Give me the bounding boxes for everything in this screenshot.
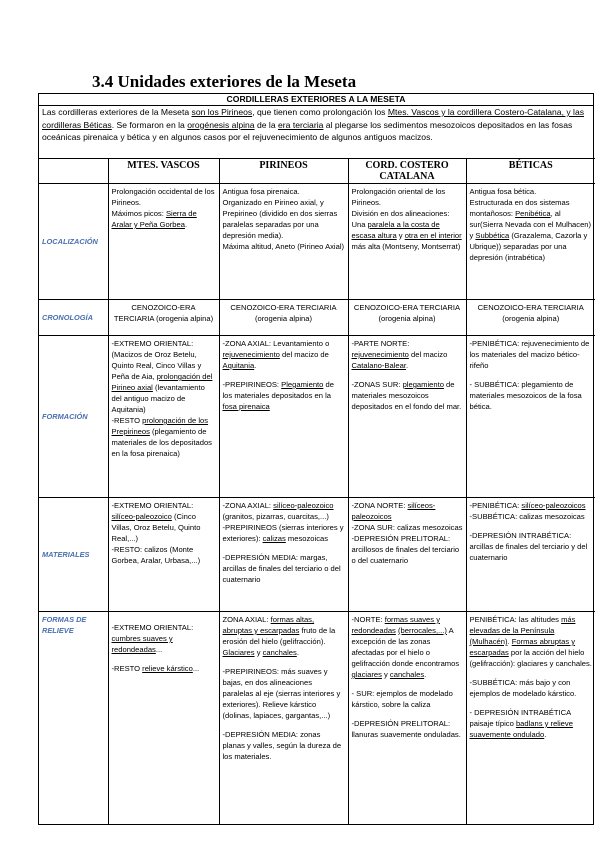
underlined-text: badlans y relieve suavemente ondulado [469,719,573,739]
spacer [112,655,216,663]
spacer [352,680,463,688]
paragraph [223,666,345,721]
paragraph [352,208,463,252]
row-materiales [39,498,595,612]
text-run: -PENIBÉTICA: [469,501,522,510]
underlined-text: canchales [389,670,425,679]
text-run: . [296,648,299,657]
row-relieve [39,612,595,824]
underlined-text: calizas [262,534,286,543]
underlined-text: formas altas, abruptas y escarpadas [222,615,315,635]
text-run: , al sur(Sierra Nevada con el Mulhacen) y [469,209,592,240]
text-run: - SUR: ejemplos de modelado kárstico, sobre la caliza [351,689,453,709]
text-run: (levantamiento del antiguo macizo de Aquitania) [111,383,205,414]
text-run: -DEPRESIÓN PRELITORAL: llanuras suavemente onduladas. [351,719,461,739]
underlined-text: silíceo-paleozoico [273,501,334,510]
spacer [470,371,593,379]
text-run: (plegamiento de materiales de los depositados en la fosa pirenaica) [111,427,212,458]
underlined-text: prolongación del Pirineo axial [111,372,213,392]
text-run: Prolongación occidental de los Pirineos. [111,187,215,207]
text-run: (Grazalema, Cazorla y Ubrique)) separadas por una depresión (intrabética) [469,231,588,262]
underlined-text: canchales [262,648,297,657]
text-run: Estructurada en dos sistemas montañosos: [469,198,570,218]
paragraph [112,208,216,230]
row-label-cronologia: CRONOLOGÍA [39,300,108,336]
text-run: -PREPIRINEOS (sierras interiores y exteriores): [222,523,344,543]
cell-materiales-vascos [108,498,219,612]
underlined-text: silíceo-paleozoico [111,512,172,521]
text-run: -RESTO [111,664,143,673]
text-run: -NORTE: [351,615,385,624]
paragraph [112,415,216,459]
underlined-text: Plegamiento [281,380,324,389]
paragraph [352,379,463,412]
cell-cronologia-pirineos: CENOZOICO-ERA TERCIARIA (orogenia alpina) [219,300,348,336]
row-label-formacion: FORMACIÓN [39,336,108,498]
text-run: de materiales mesozoicos depositados en el fondo del mar. [351,380,462,411]
text-run: -PREPIRINEOS: [222,380,282,389]
text-run: . [507,637,512,646]
paragraph [223,522,345,544]
paragraph [112,338,216,415]
spacer [223,658,345,666]
paragraph [352,614,463,680]
text-run: de los materiales depositados en la [222,380,334,400]
paragraph [470,707,593,740]
paragraph [352,338,463,371]
cell-localizacion-beticas [466,184,595,300]
text-run: -PARTE NORTE: [351,339,410,348]
paragraph [470,530,593,563]
underlined-text: Glaciares [222,648,255,657]
box-title: CORDILLERAS EXTERIORES A LA MESETA [39,94,593,106]
text-run: -DEPRESIÓN INTRABÉTICA: arcillas de finales del terciario y del cuaternario [469,531,588,562]
spacer [223,544,345,552]
text-run: -EXTREMO ORIENTAL: [111,623,194,632]
paragraph [470,379,593,412]
summary-sheet [38,93,594,825]
text-run: Máximos picos: [111,209,166,218]
paragraph [223,338,345,371]
paragraph [112,186,216,208]
underlined-text: otra en el interior [404,231,462,240]
paragraph [470,197,593,263]
comparison-table [39,158,595,824]
text-run: Prolongación oriental de los Pirineos. [351,187,446,207]
text-run: (granitos, pizarras, cuarcitas,...) [222,512,329,521]
cell-relieve-vascos [108,612,219,824]
paragraph [470,500,593,511]
paragraph [352,186,463,208]
underlined-text: orogénesis alpina [187,119,255,130]
text-run: . [184,220,188,229]
cell-formacion-catalana [348,336,466,498]
col-header-pirineos: PIRINEOS [219,159,348,184]
col-header-beticas: BÉTICAS [466,159,595,184]
paragraph [223,241,345,252]
intro-paragraph [39,106,593,158]
underlined-text: silíceos-paleozoicos [351,501,436,521]
underlined-text: glaciares [351,670,382,679]
text-run: - DEPRESIÓN INTRABÉTICA paisaje típico [469,708,571,728]
paragraph [223,500,345,522]
underlined-text: Mtes. Vascos y la cordillera Costero-Catalana, y las cordilleras Béticas [42,107,585,130]
text-run: . Se formaron en la [111,119,188,130]
cell-relieve-catalana [348,612,466,824]
underlined-text: Aquitania [222,361,255,370]
cell-cronologia-catalana: CENOZOICO-ERA TERCIARIA (orogenia alpina) [348,300,466,336]
text-run: -DEPRESIÓN MEDIA: margas, arcillas de finales del terciario o del cuaternario [222,553,341,584]
underlined-text: Formas abruptas y escarpadas [469,637,576,657]
text-run: . [544,730,547,739]
cell-relieve-pirineos [219,612,348,824]
text-run: -ZONA AXIAL: [222,501,274,510]
row-formacion [39,336,595,498]
underlined-text: plegamiento [402,380,444,389]
text-run: -ZONA SUR: calizas mesozoicas [351,523,463,532]
text-run: del macizo [408,350,448,359]
row-label-materiales: MATERIALES [39,498,108,612]
text-run: -PREPIRINEOS: más suaves y bajas, en dos alineaciones paralelas al eje (sierras interiores y exteriores). Relieve kárstico (dolinas, lapiaces, gargantas,...) [222,667,341,720]
text-run: (Cinco Villas, Oroz Betelu, Quinto Real,...) [111,512,201,543]
paragraph [112,622,216,655]
spacer [352,710,463,718]
text-run: Antigua fosa pirenaica. [222,187,300,196]
text-run: -RESTO: calizos (Monte Gorbea, Aralar, Urbasa,...) [111,545,201,565]
underlined-text: rejuvenecimiento [222,350,280,359]
paragraph [112,500,216,544]
text-run: ... [192,664,200,673]
paragraph [223,197,345,241]
cell-cronologia-beticas: CENOZOICO-ERA TERCIARIA (orogenia alpina) [466,300,595,336]
underlined-text: (berrocales,...) [397,626,447,635]
text-run: mesozoicas [285,534,329,543]
text-run: y [381,670,390,679]
underlined-text: Penibética [515,209,551,218]
cell-formacion-pirineos [219,336,348,498]
underlined-text: formas suaves y redondeadas [351,615,440,635]
cell-materiales-catalana [348,498,466,612]
text-run: -ZONA AXIAL: Levantamiento o [222,339,330,348]
text-run: PENIBÉTICA: las altitudes [469,615,562,624]
text-run: Organizado en Pirineo axial, y Prepirineo (dividido en dos sierras paralelas separadas por una depresión media). [222,198,338,240]
text-run: División en dos alineaciones: Una [351,209,450,229]
text-run: Antigua fosa bética. [469,187,537,196]
cell-materiales-beticas [466,498,595,612]
text-run: -SUBBÉTICA: más bajo y con ejemplos de modelado kárstico. [469,678,577,698]
underlined-text: prolongación de los Prepirineos [111,416,209,436]
text-run: . [405,361,409,370]
spacer [223,721,345,729]
underlined-text: cumbres suaves y redondeadas [111,634,173,654]
spacer [470,699,593,707]
text-run: -DEPRESIÓN PRELITORAL: arcillosos de finales del terciario o del cuaternario [351,534,460,565]
cell-formacion-beticas [466,336,595,498]
row-label-relieve: FORMAS DE RELIEVE [39,612,108,824]
underlined-text: silíceo-paleozoicos [521,501,586,510]
paragraph [352,533,463,566]
text-run: -PENIBÉTICA: rejuvenecimiento de los materiales del macizo bético-rifeño [469,339,590,370]
paragraph [470,614,593,669]
paragraph [352,522,463,533]
underlined-text: paralela a la costa de escasa altura [351,220,440,240]
cell-localizacion-catalana [348,184,466,300]
row-label-localizacion: LOCALIZACIÓN [39,184,108,300]
cell-cronologia-vascos: CENOZOICO-ERA TERCIARIA (orogenia alpina) [108,300,219,336]
text-run: fruto de la erosión del hielo (gelifracción). [222,626,336,646]
text-run: más alta (Montseny, Montserrat) [351,242,461,251]
text-run: A excepción de las zonas afectadas por el hielo o gelifracción donde encontramos [351,626,460,668]
text-run: Máxima altitud, Aneto (Pirineo Axial) [222,242,345,251]
paragraph [470,511,593,522]
underlined-text: más elevadas de la Península (Mulhacén) [469,615,576,646]
col-header-catalana: CORD. COSTERO CATALANA [348,159,466,184]
paragraph [352,500,463,522]
text-run: . [424,670,427,679]
text-run: -ZONA NORTE: [351,501,408,510]
spacer [470,522,593,530]
text-run: -RESTO [111,416,143,425]
paragraph [223,186,345,197]
underlined-text: Catalano-Balear [351,361,406,370]
cell-localizacion-vascos [108,184,219,300]
text-run: -EXTREMO ORIENTAL: (Macizos de Oroz Betelu, Quinto Real, Cinco Villas y Peña de Aia, [111,339,202,381]
underlined-text: Sierra de Aralar y Peña Gorbea [111,209,197,229]
text-run: al plegarse los sedimentos mesozoicos depositados en las fosas oceánicas pirenaica y bética y en algunos casos por el rejuvenecimiento de algunos antiguos macizos. [42,119,573,143]
corner-cell [39,159,108,184]
table-header-row [39,159,595,184]
paragraph [223,729,345,762]
cell-localizacion-pirineos [219,184,348,300]
text-run: del macizo de [279,350,329,359]
cell-materiales-pirineos [219,498,348,612]
paragraph [223,614,345,658]
paragraph [470,186,593,197]
paragraph [470,338,593,371]
text-run: , que tienen como prolongación los [252,107,388,117]
text-run: -DEPRESIÓN MEDIA: zonas planas y valles, según la dureza de los materiales. [222,730,342,761]
spacer [470,669,593,677]
paragraph [112,663,216,674]
row-localizacion [39,184,595,300]
underlined-text: Subbética [475,231,510,240]
text-run: Las cordilleras exteriores de la Meseta [42,107,192,117]
text-run: -EXTREMO ORIENTAL: [111,501,194,510]
spacer [223,371,345,379]
underlined-text: rejuvenecimiento [351,350,409,359]
cell-relieve-beticas [466,612,595,824]
section-title: 3.4 Unidades exteriores de la Meseta [92,72,357,91]
underlined-text: fosa pirenaica [222,402,270,411]
paragraph [470,677,593,699]
text-run: ZONA AXIAL: [222,615,271,624]
paragraph [352,688,463,710]
text-run: de la [254,119,279,130]
underlined-text: son los Pirineos [191,107,253,117]
text-run: por la acción del hielo (gelifracción): glaciares y canchales. [469,648,592,668]
text-run: - SUBBÉTICA: plegamiento de materiales mesozoicos de la fosa bética. [469,380,582,411]
col-header-vascos: MTES. VASCOS [108,159,219,184]
text-run: y [396,231,405,240]
row-cronologia [39,300,595,336]
underlined-text: era terciaria [278,119,324,130]
spacer [112,614,216,622]
text-run: -SUBBÉTICA: calizas mesozoicas [469,512,585,521]
underlined-text: relieve kárstico [142,664,193,673]
paragraph [223,552,345,585]
paragraph [223,379,345,412]
text-run: . [254,361,257,370]
text-run: y [254,648,263,657]
text-run: -ZONAS SUR: [351,380,403,389]
spacer [352,371,463,379]
cell-formacion-vascos [108,336,219,498]
paragraph [112,544,216,566]
text-run: ... [155,645,163,654]
paragraph [352,718,463,740]
